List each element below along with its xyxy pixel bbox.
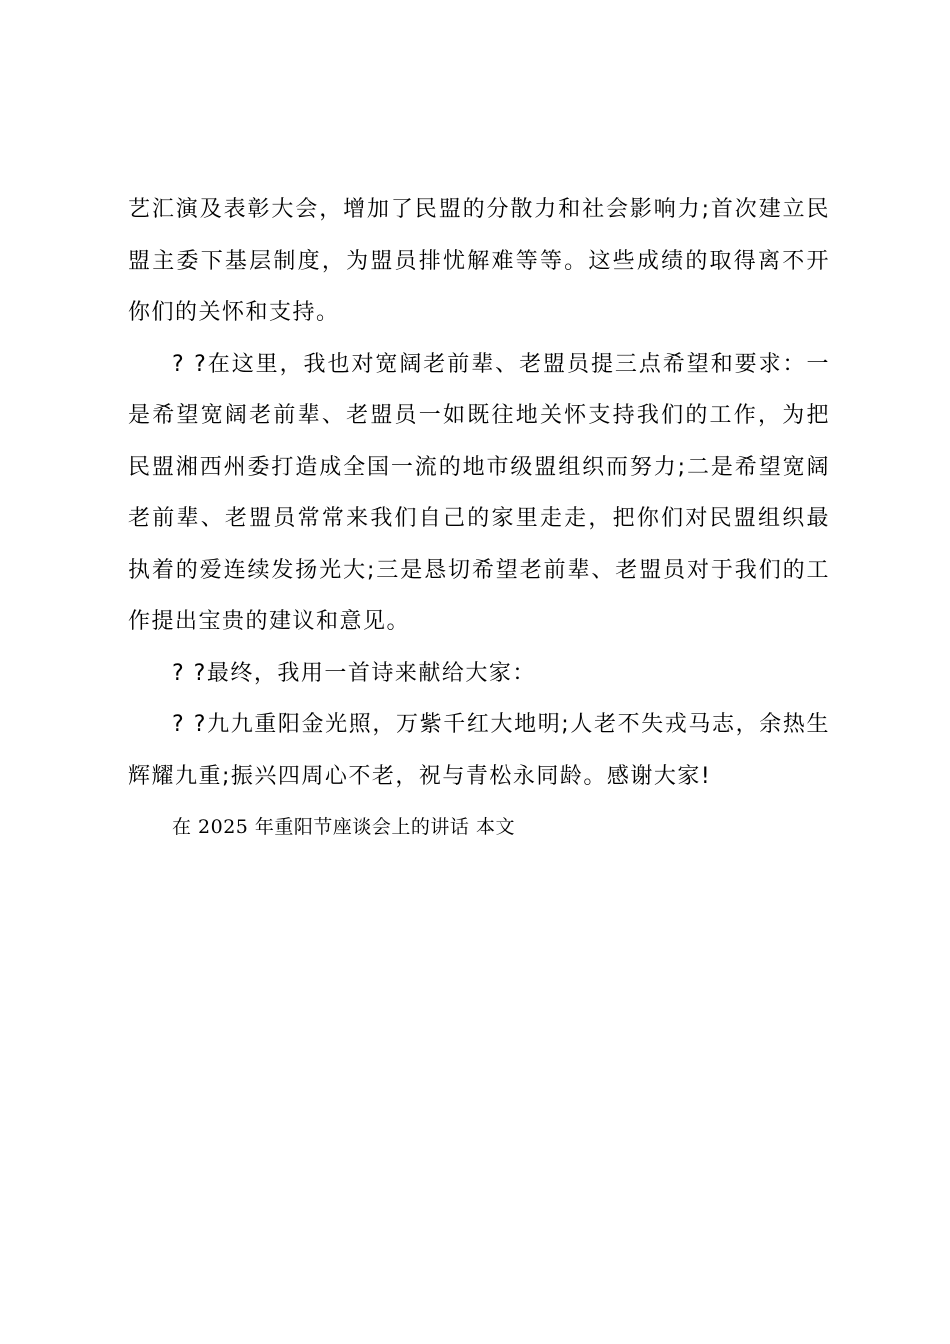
paragraph-continuation: 艺汇演及表彰大会，增加了民盟的分散力和社会影响力;首次建立民盟主委下基层制度，为盟员排忧解难等等。这些成绩的取得离不开你们的关怀和支持。 (128, 197, 830, 325)
paragraph-hopes-and-requests: ? ?在这里，我也对宽阔老前辈、老盟员提三点希望和要求：一是希望宽阔老前辈、老盟员一如既往地关怀支持我们的工作，为把民盟湘西州委打造成全国一流的地市级盟组织而努力;二是希望宽阔老前辈、老盟员常常来我们自己的家里走走，把你们对民盟组织最执着的爱连续发扬光大;三是恳切希望老前辈、老盟员对于我们的工作提出宝贵的建议和意见。 (128, 351, 830, 634)
paragraph-poem: ? ?九九重阳金光照，万紫千红大地明;人老不失戎马志，余热生辉耀九重;振兴四周心不老，祝与青松永同龄。感谢大家! (128, 712, 830, 789)
document-footer-title: 在 2025 年重阳节座谈会上的讲话 本文 (172, 816, 515, 838)
paragraph-poem-intro: ? ?最终，我用一首诗来献给大家： (172, 660, 536, 686)
document-body (128, 184, 830, 854)
